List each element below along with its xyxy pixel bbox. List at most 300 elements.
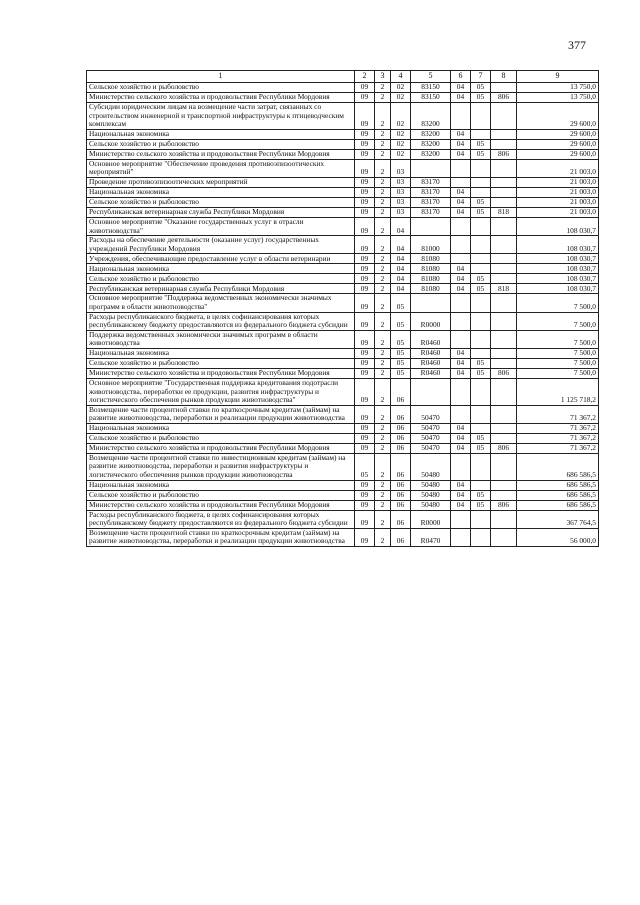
code-col-3: 2	[375, 443, 391, 453]
row-description: Национальная экономика	[87, 348, 355, 358]
code-col-4: 02	[391, 129, 411, 139]
code-col-4: 06	[391, 510, 411, 528]
code-col-5: 50480	[411, 480, 451, 490]
code-col-6	[451, 217, 471, 235]
code-col-3: 2	[375, 453, 391, 480]
code-col-8	[491, 480, 517, 490]
row-description: Проведение противоэпизоотических мероприятий	[87, 177, 355, 187]
code-col-6: 04	[451, 264, 471, 274]
row-description: Поддержка ведомственных экономически значимых программ в области животноводства	[87, 330, 355, 348]
code-col-4: 03	[391, 177, 411, 187]
code-col-8	[491, 453, 517, 480]
code-col-2: 09	[355, 330, 375, 348]
code-col-4: 04	[391, 274, 411, 284]
code-col-8	[491, 177, 517, 187]
amount-cell: 71 367,2	[517, 443, 599, 453]
amount-cell: 21 003,0	[517, 197, 599, 207]
code-col-4: 05	[391, 368, 411, 378]
code-col-2: 09	[355, 405, 375, 423]
row-description: Сельское хозяйство и рыболовство	[87, 490, 355, 500]
row-description: Национальная экономика	[87, 423, 355, 433]
code-col-8	[491, 139, 517, 149]
amount-cell: 7 500,0	[517, 368, 599, 378]
code-col-3: 2	[375, 139, 391, 149]
code-col-2: 09	[355, 264, 375, 274]
code-col-3: 2	[375, 284, 391, 294]
code-col-6: 04	[451, 490, 471, 500]
code-col-4: 06	[391, 528, 411, 546]
code-col-4: 05	[391, 330, 411, 348]
code-col-4: 06	[391, 405, 411, 423]
code-col-2: 09	[355, 207, 375, 217]
code-col-7: 05	[471, 443, 491, 453]
code-col-5: R0000	[411, 510, 451, 528]
amount-cell: 108 030,7	[517, 254, 599, 264]
code-col-3: 2	[375, 187, 391, 197]
code-col-7	[471, 129, 491, 139]
code-col-3: 2	[375, 177, 391, 187]
amount-cell: 29 600,0	[517, 103, 599, 130]
code-col-8	[491, 510, 517, 528]
code-col-3: 2	[375, 433, 391, 443]
code-col-4: 06	[391, 453, 411, 480]
amount-cell: 13 750,0	[517, 83, 599, 93]
code-col-5: 50470	[411, 423, 451, 433]
amount-cell: 29 600,0	[517, 149, 599, 159]
row-description: Расходы республиканского бюджета, в целях софинансирования которых республиканскому бюджету предоставляются из федерального бюджета субсидии	[87, 312, 355, 330]
code-col-5: 50470	[411, 433, 451, 443]
code-col-3: 2	[375, 103, 391, 130]
code-col-5: 50470	[411, 443, 451, 453]
row-description: Основное мероприятие "Государственная поддержка кредитования подотрасли животноводства, переработки ее продукции, развития инфраструктуры и логистического обеспечения рынков продукции животноводства"	[87, 378, 355, 405]
code-col-8: 806	[491, 149, 517, 159]
table-row	[87, 149, 599, 159]
code-col-5: 50480	[411, 490, 451, 500]
table-row	[87, 443, 599, 453]
amount-cell: 7 500,0	[517, 330, 599, 348]
amount-cell: 7 500,0	[517, 312, 599, 330]
code-col-6	[451, 294, 471, 312]
code-col-8: 806	[491, 443, 517, 453]
code-col-4: 06	[391, 500, 411, 510]
table-row	[87, 284, 599, 294]
table-row	[87, 348, 599, 358]
code-col-7: 05	[471, 490, 491, 500]
amount-cell: 71 367,2	[517, 433, 599, 443]
code-col-2: 09	[355, 443, 375, 453]
code-col-2: 09	[355, 274, 375, 284]
code-col-3: 2	[375, 358, 391, 368]
code-col-6	[451, 177, 471, 187]
code-col-7	[471, 423, 491, 433]
table-row	[87, 217, 599, 235]
code-col-2: 09	[355, 500, 375, 510]
row-description: Расходы на обеспечение деятельности (оказание услуг) государственных учреждений Республики Мордовия	[87, 236, 355, 254]
row-description: Учреждения, обеспечивающие предоставление услуг в области ветеринарии	[87, 254, 355, 264]
code-col-3: 2	[375, 405, 391, 423]
code-col-2: 09	[355, 284, 375, 294]
code-col-5	[411, 294, 451, 312]
code-col-8	[491, 294, 517, 312]
code-col-3: 2	[375, 83, 391, 93]
table-row	[87, 236, 599, 254]
code-col-2: 09	[355, 433, 375, 443]
code-col-6: 04	[451, 274, 471, 284]
code-col-4: 02	[391, 103, 411, 130]
row-description: Основное мероприятие "Обеспечение проведения противоэпизоотических мероприятий"	[87, 159, 355, 177]
code-col-7: 05	[471, 207, 491, 217]
code-col-5: 83200	[411, 139, 451, 149]
code-col-4: 04	[391, 284, 411, 294]
amount-cell: 21 003,0	[517, 159, 599, 177]
amount-cell: 108 030,7	[517, 264, 599, 274]
code-col-4: 02	[391, 93, 411, 103]
code-col-7	[471, 187, 491, 197]
code-col-7	[471, 236, 491, 254]
code-col-7	[471, 405, 491, 423]
code-col-3: 2	[375, 207, 391, 217]
code-col-8	[491, 217, 517, 235]
code-col-2: 09	[355, 159, 375, 177]
row-description: Министерство сельского хозяйства и продовольствия Республики Мордовия	[87, 149, 355, 159]
amount-cell: 7 500,0	[517, 348, 599, 358]
code-col-6	[451, 236, 471, 254]
code-col-6	[451, 510, 471, 528]
row-description: Основное мероприятие "Оказание государственных услуг в отрасли животноводства"	[87, 217, 355, 235]
code-col-7	[471, 177, 491, 187]
row-description: Республиканская ветеринарная служба Республики Мордовия	[87, 207, 355, 217]
code-col-5: R0460	[411, 368, 451, 378]
code-col-7	[471, 294, 491, 312]
code-col-7: 05	[471, 197, 491, 207]
code-col-7: 05	[471, 139, 491, 149]
row-description: Сельское хозяйство и рыболовство	[87, 274, 355, 284]
table-row	[87, 378, 599, 405]
code-col-6: 04	[451, 93, 471, 103]
code-col-6: 04	[451, 207, 471, 217]
code-col-5	[411, 159, 451, 177]
code-col-5: R0000	[411, 312, 451, 330]
table-row	[87, 490, 599, 500]
row-description: Национальная экономика	[87, 480, 355, 490]
code-col-8	[491, 423, 517, 433]
amount-cell: 367 764,5	[517, 510, 599, 528]
code-col-4: 04	[391, 236, 411, 254]
code-col-6: 04	[451, 480, 471, 490]
code-col-6: 04	[451, 443, 471, 453]
code-col-6: 04	[451, 129, 471, 139]
code-col-5: 81080	[411, 264, 451, 274]
code-col-5: 83170	[411, 197, 451, 207]
code-col-6: 04	[451, 500, 471, 510]
code-col-3: 2	[375, 528, 391, 546]
code-col-7: 05	[471, 274, 491, 284]
amount-cell: 686 586,5	[517, 490, 599, 500]
code-col-6	[451, 405, 471, 423]
code-col-7	[471, 264, 491, 274]
amount-cell: 13 750,0	[517, 93, 599, 103]
code-col-4: 05	[391, 312, 411, 330]
table-row	[87, 254, 599, 264]
code-col-3: 2	[375, 217, 391, 235]
code-col-8	[491, 264, 517, 274]
code-col-3: 2	[375, 368, 391, 378]
code-col-6	[451, 103, 471, 130]
code-col-4: 03	[391, 187, 411, 197]
row-description: Сельское хозяйство и рыболовство	[87, 139, 355, 149]
row-description: Сельское хозяйство и рыболовство	[87, 83, 355, 93]
code-col-5: R0470	[411, 528, 451, 546]
code-col-7	[471, 528, 491, 546]
code-col-7	[471, 348, 491, 358]
amount-cell: 71 367,2	[517, 405, 599, 423]
code-col-2: 09	[355, 139, 375, 149]
table-row	[87, 139, 599, 149]
header-cell: 5	[411, 71, 451, 83]
code-col-8	[491, 254, 517, 264]
row-description: Основное мероприятие "Поддержка ведомственных экономически значимых программ в области животноводства"	[87, 294, 355, 312]
code-col-8: 806	[491, 500, 517, 510]
amount-cell: 7 500,0	[517, 294, 599, 312]
amount-cell: 1 125 718,2	[517, 378, 599, 405]
code-col-2: 09	[355, 177, 375, 187]
table-row	[87, 274, 599, 284]
amount-cell: 108 030,7	[517, 284, 599, 294]
code-col-5: 81080	[411, 254, 451, 264]
code-col-6	[451, 254, 471, 264]
code-col-7	[471, 159, 491, 177]
code-col-7: 05	[471, 368, 491, 378]
code-col-7: 05	[471, 284, 491, 294]
table-body	[87, 83, 599, 547]
code-col-8: 806	[491, 93, 517, 103]
row-description: Министерство сельского хозяйства и продовольствия Республики Мордовия	[87, 368, 355, 378]
code-col-2: 09	[355, 103, 375, 130]
code-col-4: 02	[391, 149, 411, 159]
row-description: Возмещение части процентной ставки по инвестиционным кредитам (займам) на развитие животноводства, переработки и развития инфраструктуры и логистического обеспечения рынков продукции животноводства	[87, 453, 355, 480]
amount-cell: 686 586,5	[517, 500, 599, 510]
code-col-8	[491, 358, 517, 368]
code-col-3: 2	[375, 197, 391, 207]
code-col-3: 2	[375, 93, 391, 103]
code-col-7: 05	[471, 433, 491, 443]
code-col-3: 2	[375, 348, 391, 358]
amount-cell: 56 000,0	[517, 528, 599, 546]
row-description: Министерство сельского хозяйства и продовольствия Республики Мордовия	[87, 443, 355, 453]
row-description: Сельское хозяйство и рыболовство	[87, 197, 355, 207]
table-row	[87, 312, 599, 330]
header-cell: 9	[517, 71, 599, 83]
table-row	[87, 159, 599, 177]
code-col-6: 04	[451, 358, 471, 368]
code-col-7: 05	[471, 358, 491, 368]
code-col-8	[491, 236, 517, 254]
code-col-5: 83170	[411, 177, 451, 187]
code-col-6: 04	[451, 187, 471, 197]
code-col-5: 83200	[411, 149, 451, 159]
code-col-7: 05	[471, 500, 491, 510]
code-col-4: 06	[391, 443, 411, 453]
code-col-7: 05	[471, 149, 491, 159]
table-row	[87, 405, 599, 423]
amount-cell: 7 500,0	[517, 358, 599, 368]
code-col-3: 2	[375, 159, 391, 177]
code-col-6: 04	[451, 197, 471, 207]
code-col-3: 2	[375, 510, 391, 528]
code-col-8: 806	[491, 368, 517, 378]
code-col-5: 50480	[411, 500, 451, 510]
code-col-6: 04	[451, 368, 471, 378]
header-cell: 4	[391, 71, 411, 83]
code-col-5: 83170	[411, 187, 451, 197]
code-col-5: 83170	[411, 207, 451, 217]
code-col-2: 09	[355, 129, 375, 139]
table-row	[87, 330, 599, 348]
code-col-8	[491, 197, 517, 207]
amount-cell: 21 003,0	[517, 207, 599, 217]
amount-cell: 108 030,7	[517, 217, 599, 235]
code-col-4: 06	[391, 490, 411, 500]
row-description: Министерство сельского хозяйства и продовольствия Республики Мордовия	[87, 93, 355, 103]
code-col-5: 83200	[411, 129, 451, 139]
code-col-7	[471, 510, 491, 528]
code-col-7: 05	[471, 93, 491, 103]
amount-cell: 686 586,5	[517, 480, 599, 490]
table-row	[87, 358, 599, 368]
code-col-2: 05	[355, 453, 375, 480]
table-row	[87, 93, 599, 103]
code-col-6	[451, 378, 471, 405]
code-col-3: 2	[375, 149, 391, 159]
table-row	[87, 453, 599, 480]
code-col-5: 83200	[411, 103, 451, 130]
table-row	[87, 207, 599, 217]
code-col-5: 81080	[411, 284, 451, 294]
code-col-6: 04	[451, 149, 471, 159]
code-col-4: 02	[391, 139, 411, 149]
code-col-8	[491, 405, 517, 423]
code-col-2: 09	[355, 528, 375, 546]
code-col-8	[491, 528, 517, 546]
code-col-8	[491, 378, 517, 405]
code-col-4: 06	[391, 480, 411, 490]
header-cell: 8	[491, 71, 517, 83]
row-description: Республиканская ветеринарная служба Республики Мордовия	[87, 284, 355, 294]
code-col-4: 03	[391, 207, 411, 217]
code-col-6	[451, 453, 471, 480]
code-col-3: 2	[375, 423, 391, 433]
code-col-4: 06	[391, 423, 411, 433]
code-col-7	[471, 312, 491, 330]
code-col-5: 50470	[411, 405, 451, 423]
code-col-4: 04	[391, 264, 411, 274]
code-col-4: 02	[391, 83, 411, 93]
code-col-8	[491, 159, 517, 177]
code-col-8	[491, 348, 517, 358]
code-col-6: 04	[451, 348, 471, 358]
code-col-3: 2	[375, 330, 391, 348]
table-row	[87, 129, 599, 139]
table-row	[87, 177, 599, 187]
code-col-4: 04	[391, 217, 411, 235]
code-col-4: 06	[391, 378, 411, 405]
code-col-5	[411, 217, 451, 235]
page-number: 377	[568, 38, 586, 52]
code-col-8	[491, 274, 517, 284]
code-col-5: R0460	[411, 358, 451, 368]
code-col-8	[491, 433, 517, 443]
code-col-4: 05	[391, 348, 411, 358]
budget-table	[86, 70, 599, 547]
table-row	[87, 197, 599, 207]
code-col-6: 04	[451, 423, 471, 433]
code-col-5: R0460	[411, 330, 451, 348]
code-col-3: 2	[375, 129, 391, 139]
code-col-8	[491, 187, 517, 197]
code-col-5: 83150	[411, 93, 451, 103]
code-col-3: 2	[375, 236, 391, 254]
table-row	[87, 83, 599, 93]
code-col-7	[471, 103, 491, 130]
table-header-row	[87, 71, 599, 83]
amount-cell: 686 586,5	[517, 453, 599, 480]
code-col-2: 09	[355, 358, 375, 368]
row-description: Национальная экономика	[87, 187, 355, 197]
code-col-8	[491, 312, 517, 330]
code-col-5: 50480	[411, 453, 451, 480]
table-row	[87, 510, 599, 528]
table-row	[87, 264, 599, 274]
row-description: Национальная экономика	[87, 129, 355, 139]
code-col-2: 09	[355, 187, 375, 197]
code-col-7	[471, 254, 491, 264]
code-col-3: 2	[375, 274, 391, 284]
code-col-5: 81080	[411, 274, 451, 284]
code-col-5: 83150	[411, 83, 451, 93]
code-col-3: 2	[375, 480, 391, 490]
code-col-8	[491, 83, 517, 93]
code-col-2: 09	[355, 378, 375, 405]
code-col-8: 818	[491, 207, 517, 217]
table-row	[87, 368, 599, 378]
code-col-8: 818	[491, 284, 517, 294]
header-cell: 7	[471, 71, 491, 83]
amount-cell: 21 003,0	[517, 187, 599, 197]
code-col-2: 09	[355, 93, 375, 103]
code-col-5: R0460	[411, 348, 451, 358]
table-row	[87, 423, 599, 433]
code-col-6: 04	[451, 83, 471, 93]
code-col-2: 09	[355, 217, 375, 235]
code-col-7	[471, 217, 491, 235]
row-description: Министерство сельского хозяйства и продовольствия Республики Мордовия	[87, 500, 355, 510]
code-col-2: 09	[355, 348, 375, 358]
code-col-7: 05	[471, 83, 491, 93]
code-col-3: 2	[375, 264, 391, 274]
header-cell: 3	[375, 71, 391, 83]
code-col-4: 06	[391, 433, 411, 443]
code-col-3: 2	[375, 490, 391, 500]
row-description: Национальная экономика	[87, 264, 355, 274]
code-col-2: 09	[355, 236, 375, 254]
code-col-2: 09	[355, 83, 375, 93]
code-col-3: 2	[375, 254, 391, 264]
code-col-8	[491, 330, 517, 348]
code-col-6	[451, 528, 471, 546]
code-col-2: 09	[355, 197, 375, 207]
code-col-7	[471, 330, 491, 348]
table-row	[87, 528, 599, 546]
